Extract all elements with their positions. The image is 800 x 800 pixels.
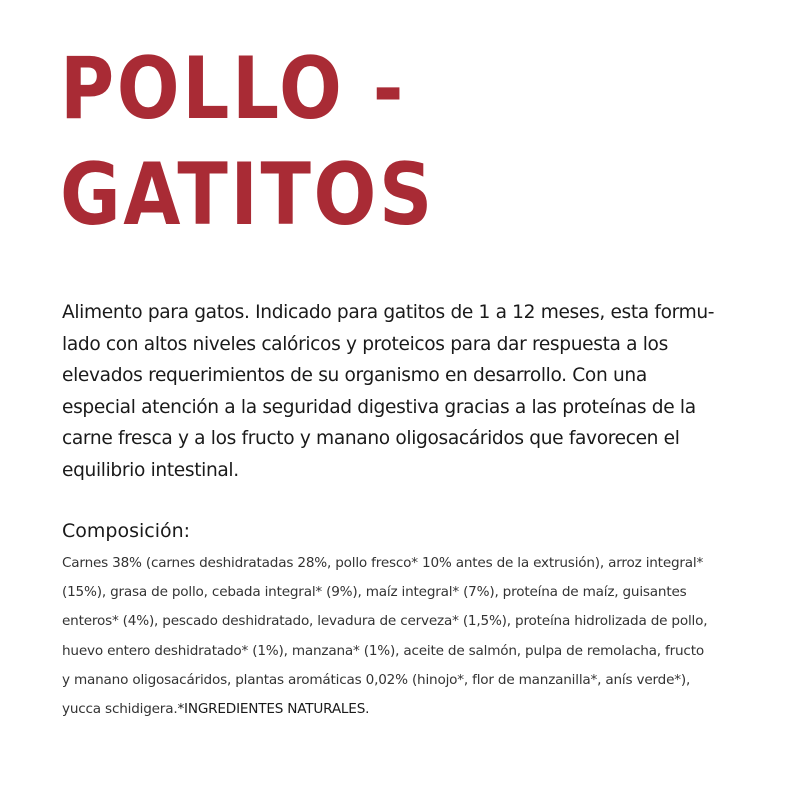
- composition-heading: Composición:: [62, 520, 191, 542]
- composition-line: (15%), grasa de pollo, cebada integral* (9%), maíz integral* (7%), proteína de maíz, guisantes: [62, 584, 687, 601]
- description-line: equilibrio intestinal.: [62, 459, 239, 481]
- product-description: [62, 297, 742, 486]
- title-line-1: POLLO -: [60, 39, 407, 139]
- composition-line: enteros* (4%), pescado deshidratado, levadura de cerveza* (1,5%), proteína hidrolizada de pollo,: [62, 613, 708, 630]
- composition-line: Carnes 38% (carnes deshidratadas 28%, pollo fresco* 10% antes de la extrusión), arroz integral*: [62, 555, 704, 571]
- description-line: Alimento para gatos. Indicado para gatitos de 1 a 12 meses, esta formu-: [62, 302, 715, 323]
- description-line: carne fresca y a los fructo y manano oligosacáridos que favorecen el: [62, 428, 680, 449]
- composition-last-line: [62, 695, 752, 724]
- description-line: elevados requerimientos de su organismo en desarrollo. Con una: [62, 365, 647, 386]
- title-line-2: GATITOS: [60, 145, 435, 245]
- composition-last-text: yucca schidigera.: [62, 701, 178, 718]
- natural-ingredients-note: *INGREDIENTES NATURALES.: [177, 701, 370, 718]
- composition-line: huevo entero deshidratado* (1%), manzana* (1%), aceite de salmón, pulpa de remolacha, fructo: [62, 642, 704, 659]
- description-line: especial atención a la seguridad digestiva gracias a las proteínas de la: [62, 396, 696, 418]
- product-title: [60, 36, 645, 248]
- composition-line: y manano oligosacáridos, plantas aromáticas 0,02% (hinojo*, flor de manzanilla*, anís verde*),: [62, 671, 691, 688]
- description-line: lado con altos niveles calóricos y proteicos para dar respuesta a los: [62, 333, 668, 355]
- composition-text: [62, 549, 752, 724]
